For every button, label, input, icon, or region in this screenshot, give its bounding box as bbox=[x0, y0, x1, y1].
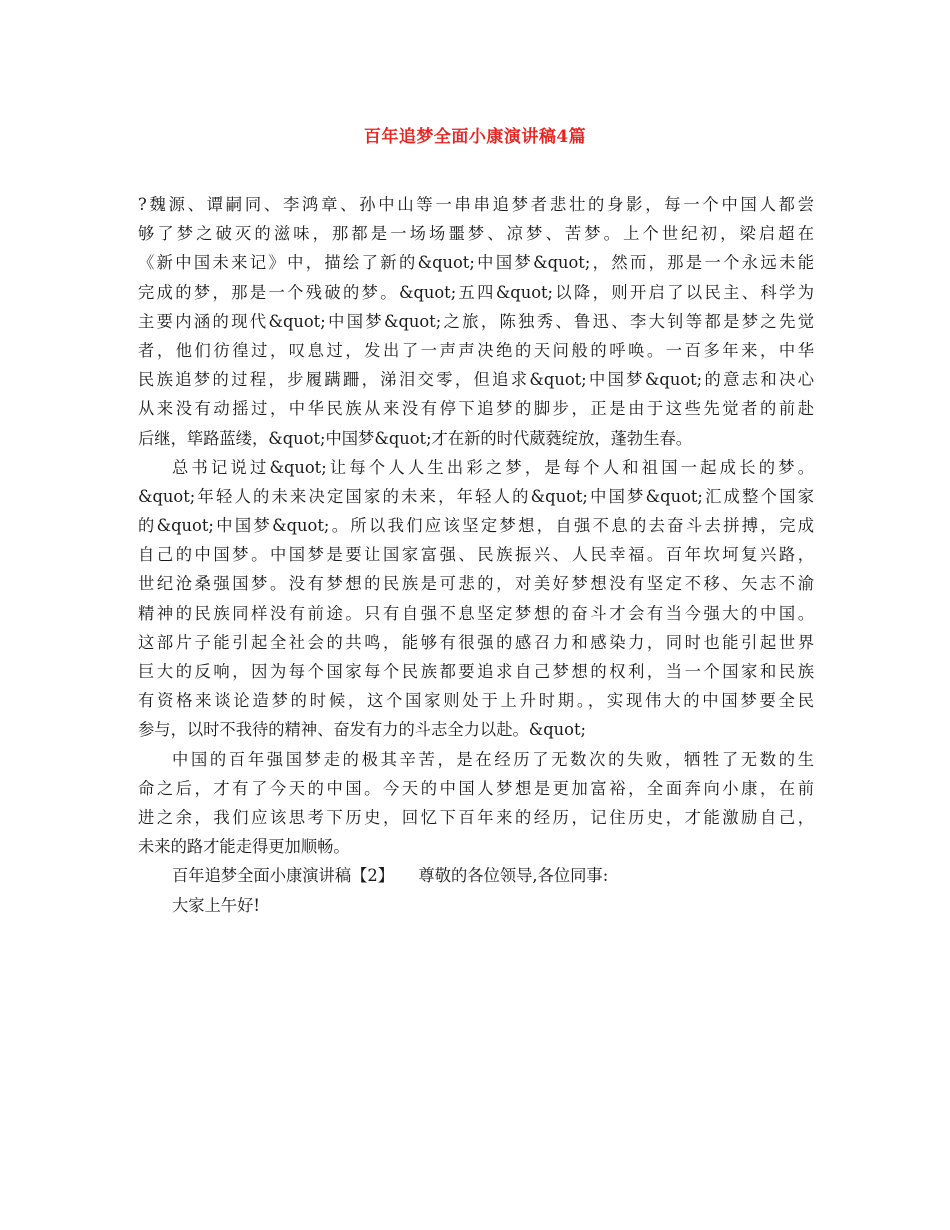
body-text-line: 民族追梦的过程，步履蹒跚，涕泪交零，但追求&quot;中国梦&quot;的意志和决心 bbox=[138, 370, 814, 390]
document-title: 百年追梦全面小康演讲稿4篇 bbox=[363, 127, 587, 147]
body-text-line: 自己的中国梦。中国梦是要让国家富强、民族振兴、人民幸福。百年坎坷复兴路， bbox=[138, 545, 814, 565]
body-text-line: ?魏源、谭嗣同、李鸿章、孙中山等一串串追梦者悲壮的身影，每一个中国人都尝 bbox=[138, 195, 814, 214]
body-text-line: 够了梦之破灭的滋味，那都是一场场噩梦、凉梦、苦梦。上个世纪初，梁启超在 bbox=[138, 224, 814, 244]
body-text-line: 大家上午好! bbox=[172, 895, 260, 915]
body-text-line: 进之余，我们应该思考下历史，回忆下百年来的经历，记住历史，才能激励自己， bbox=[138, 807, 814, 827]
body-text-line: 总书记说过&quot;让每个人人生出彩之梦，是每个人和祖国一起成长的梦。 bbox=[172, 457, 814, 477]
body-text-line: 未来的路才能走得更加顺畅。 bbox=[138, 837, 350, 857]
body-text-line: 者，他们彷徨过，叹息过，发出了一声声决绝的天问般的呼唤。一百多年来，中华 bbox=[138, 340, 814, 360]
body-text-line: 命之后，才有了今天的中国。今天的中国人梦想是更加富裕，全面奔向小康，在前 bbox=[138, 778, 814, 798]
body-text-line: 中国的百年强国梦走的极其辛苦，是在经历了无数次的失败，牺牲了无数的生 bbox=[172, 749, 814, 769]
body-text-line: 世纪沧桑强国梦。没有梦想的民族是可悲的，对美好梦想没有坚定不移、矢志不渝 bbox=[138, 574, 814, 594]
body-text-line: 主要内涵的现代&quot;中国梦&quot;之旅，陈独秀、鲁迅、李大钊等都是梦之先觉 bbox=[138, 311, 814, 331]
body-text-line: 有资格来谈论造梦的时候，这个国家则处于上升时期。，实现伟大的中国梦要全民 bbox=[138, 691, 814, 711]
body-text-line: 精神的民族同样没有前途。只有自强不息坚定梦想的奋斗才会有当今强大的中国。 bbox=[138, 603, 814, 623]
body-text-line: 从来没有动摇过，中华民族从来没有停下追梦的脚步，正是由于这些先觉者的前赴 bbox=[138, 399, 814, 419]
body-text-line: 巨大的反响，因为每个国家每个民族都要追求自己梦想的权利，当一个国家和民族 bbox=[138, 662, 814, 681]
body-text-line: 百年追梦全面小康演讲稿【2】 尊敬的各位领导,各位同事: bbox=[172, 866, 609, 886]
body-text-line: 《新中国未来记》中，描绘了新的&quot;中国梦&quot;，然而，那是一个永远未能 bbox=[138, 253, 814, 273]
body-text-line: &quot;年轻人的未来决定国家的未来，年轻人的&quot;中国梦&quot;汇成整个国家 bbox=[138, 486, 814, 506]
body-text-line: 的&quot;中国梦&quot;。所以我们应该坚定梦想，自强不息的去奋斗去拼搏，完成 bbox=[138, 516, 814, 536]
body-text-line: 参与，以时不我待的精神、奋发有力的斗志全力以赴。&quot; bbox=[138, 720, 586, 740]
body-text-line: 这部片子能引起全社会的共鸣，能够有很强的感召力和感染力，同时也能引起世界 bbox=[138, 632, 814, 652]
document-body bbox=[138, 190, 814, 920]
body-text-line: 完成的梦，那是一个残破的梦。&quot;五四&quot;以降，则开启了以民主、科学为 bbox=[138, 282, 814, 302]
body-text-line: 后继，筚路蓝缕，&quot;中国梦&quot;才在新的时代葳蕤绽放，蓬勃生春。 bbox=[138, 428, 693, 448]
